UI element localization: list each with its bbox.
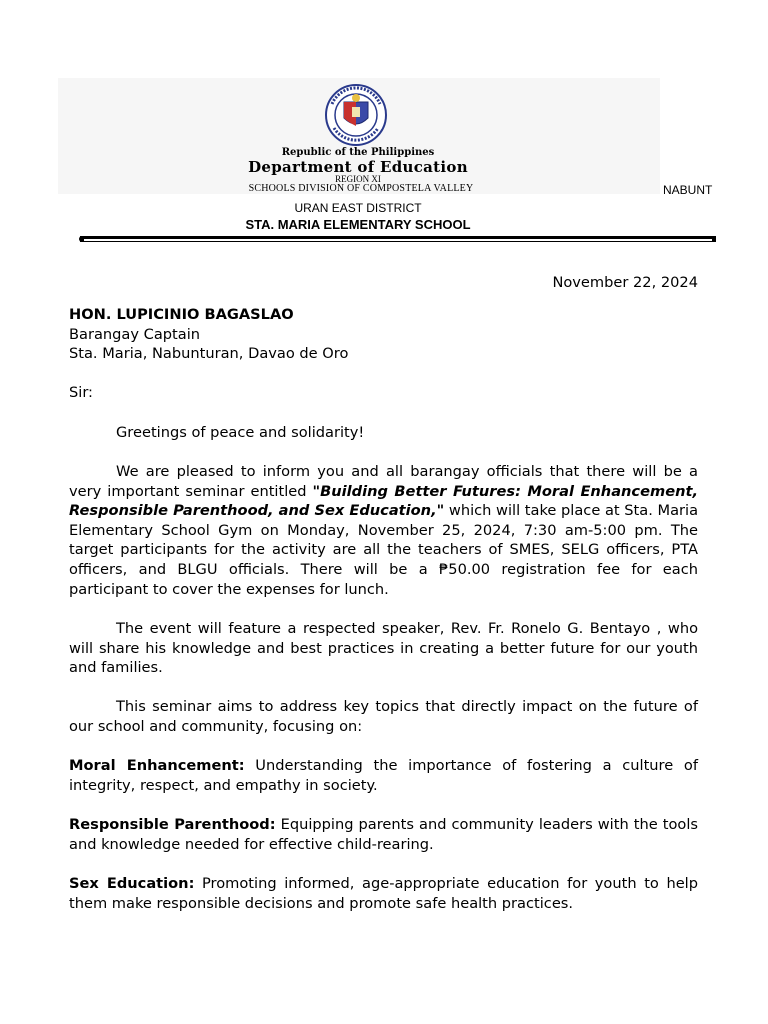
topic-item xyxy=(69,756,698,795)
recipient-block xyxy=(69,305,698,364)
letterhead-rule-cap xyxy=(712,236,716,242)
letterhead-republic: Republic of the Philippines xyxy=(281,147,435,158)
topic-item xyxy=(69,874,698,913)
topic-label: Responsible Parenthood: xyxy=(69,816,276,833)
deped-seal-icon xyxy=(322,84,390,146)
recipient-name: HON. LUPICINIO BAGASLAO xyxy=(69,306,294,323)
letterhead-district: URAN EAST DISTRICT xyxy=(294,201,422,215)
paragraph-seminar-start: We are pleased to inform you and all barangay officials that there will be a very important seminar entitled xyxy=(69,463,698,500)
topic-item xyxy=(69,815,698,854)
paragraph-speaker: The event will feature a respected speaker, Rev. Fr. Ronelo G. Bentayo , who will share his knowledge and best practices in creating a better future for our youth and families. xyxy=(69,620,698,677)
salutation: Sir: xyxy=(69,384,93,401)
topic-text: Understanding the importance of fostering a culture of integrity, respect, and empathy in society. xyxy=(69,757,698,794)
letterhead-rule-thin xyxy=(80,241,715,242)
letterhead-side-text: NABUNT xyxy=(663,183,713,197)
recipient-address: Sta. Maria, Nabunturan, Davao de Oro xyxy=(69,345,349,363)
letterhead-rule xyxy=(80,236,715,239)
topic-text: Equipping parents and community leaders with the tools and knowledge needed for effective child-rearing. xyxy=(69,816,698,853)
letterhead-region: REGION XI xyxy=(335,174,381,184)
paragraph-seminar-end: which will take place at Sta. Maria Elementary School Gym on Monday, November 25, 2024, 7:30 am-5:00 pm. The target participants for the activity are all the teachers of SMES, SELG officers, PTA officers, and BLGU officials. There will be a ₱50.00 registration fee for each participant to cover the expenses for lunch. xyxy=(69,502,699,598)
greeting: Greetings of peace and solidarity! xyxy=(116,424,365,441)
letterhead-department: Department of Education xyxy=(248,158,468,176)
topic-label: Sex Education: xyxy=(69,875,195,892)
letter-date: November 22, 2024 xyxy=(552,274,698,291)
topic-text: Promoting informed, age-appropriate education for youth to help them make responsible decisions and promote safe health practices. xyxy=(69,875,698,912)
letterhead-school: STA. MARIA ELEMENTARY SCHOOL xyxy=(245,217,471,232)
paragraph-seminar xyxy=(69,462,698,599)
recipient-title: Barangay Captain xyxy=(69,325,200,343)
topic-label: Moral Enhancement: xyxy=(69,757,245,774)
seminar-title: "Building Better Futures: Moral Enhancement, Responsible Parenthood, and Sex Education," xyxy=(69,482,698,520)
letterhead-division: SCHOOLS DIVISION OF COMPOSTELA VALLEY xyxy=(248,183,474,194)
paragraph-aims: This seminar aims to address key topics that directly impact on the future of our school and community, focusing on: xyxy=(69,698,698,735)
